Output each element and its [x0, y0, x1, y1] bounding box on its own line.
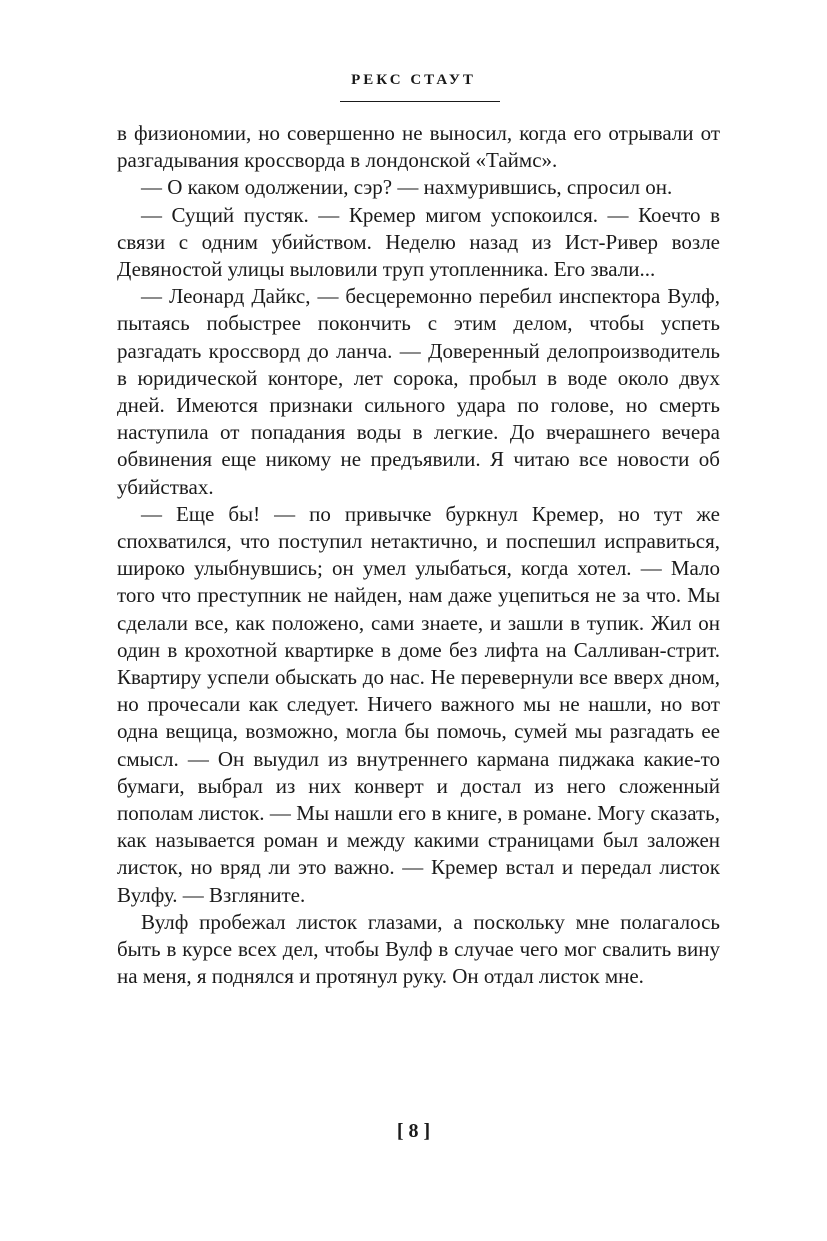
- paragraph: — О каком одолжении, сэр? — нахмурившись, спросил он.: [141, 175, 673, 200]
- paragraph: в физиономии, но совершенно не выносил, когда его отрывали от разгадывания кроссворда в лондонской «Таймс».: [117, 121, 720, 173]
- header-rule: [340, 101, 500, 102]
- paragraph: — Еще бы! — по привычке буркнул Кремер, но тут же спохватился, что поступил нетактично, и поспешил исправиться, широко улыбнувшись; он умел улыбаться, когда хотел. — Мало того что преступник не найден, нам даже уцепиться не за что. Мы сделали все, как положено, сами знаете, и зашли в тупик. Жил он один в крохотной квартирке в доме без лифта на Салливан-стрит. Квартиру успели обыскать до нас. Не перевернули все вверх дном, но прочесали как следует. Ничего важного мы не нашли, но вот одна вещица, возможно, могла бы помочь, сумей мы разгадать ее смысл. — Он выудил из внутреннего кармана пиджака какие-то бумаги, выбрал из них конверт и достал из него сложенный пополам листок. — Мы нашли его в книге, в романе. Могу сказать, как называется роман и между какими страницами был заложен листок, но вряд ли это важно. — Кремер встал и передал листок Вулфу. — Взгляните.: [117, 501, 720, 907]
- paragraph: Вулф пробежал листок глазами, а поскольку мне полагалось быть в курсе всех дел, чтобы Вулф в случае чего мог свалить вину на меня, я поднялся и протянул руку. Он отдал листок мне.: [117, 909, 720, 989]
- paragraph: — Сущий пустяк. — Кремер мигом успокоился. — Коечто в связи с одним убийством. Неделю назад из Ист-Ривер возле Девяностой улицы выловили труп утопленника. Его звали...: [117, 202, 720, 282]
- page-number: [ 8 ]: [396, 1120, 431, 1142]
- paragraph: — Леонард Дайкс, — бесцеремонно перебил инспектора Вулф, пытаясь побыстрее покончить с этим делом, чтобы успеть разгадать кроссворд до ланча. — Доверенный делопроизводитель в юридической конторе, лет сорока, пробыл в воде около двух дней. Имеются признаки сильного удара по голове, но смерть наступила от попадания воды в легкие. До вчерашнего вечера обвинения еще никому не предъявили. Я читаю все новости об убийствах.: [117, 284, 720, 499]
- body-text: [117, 120, 720, 991]
- running-head: РЕКС СТАУТ: [351, 72, 476, 88]
